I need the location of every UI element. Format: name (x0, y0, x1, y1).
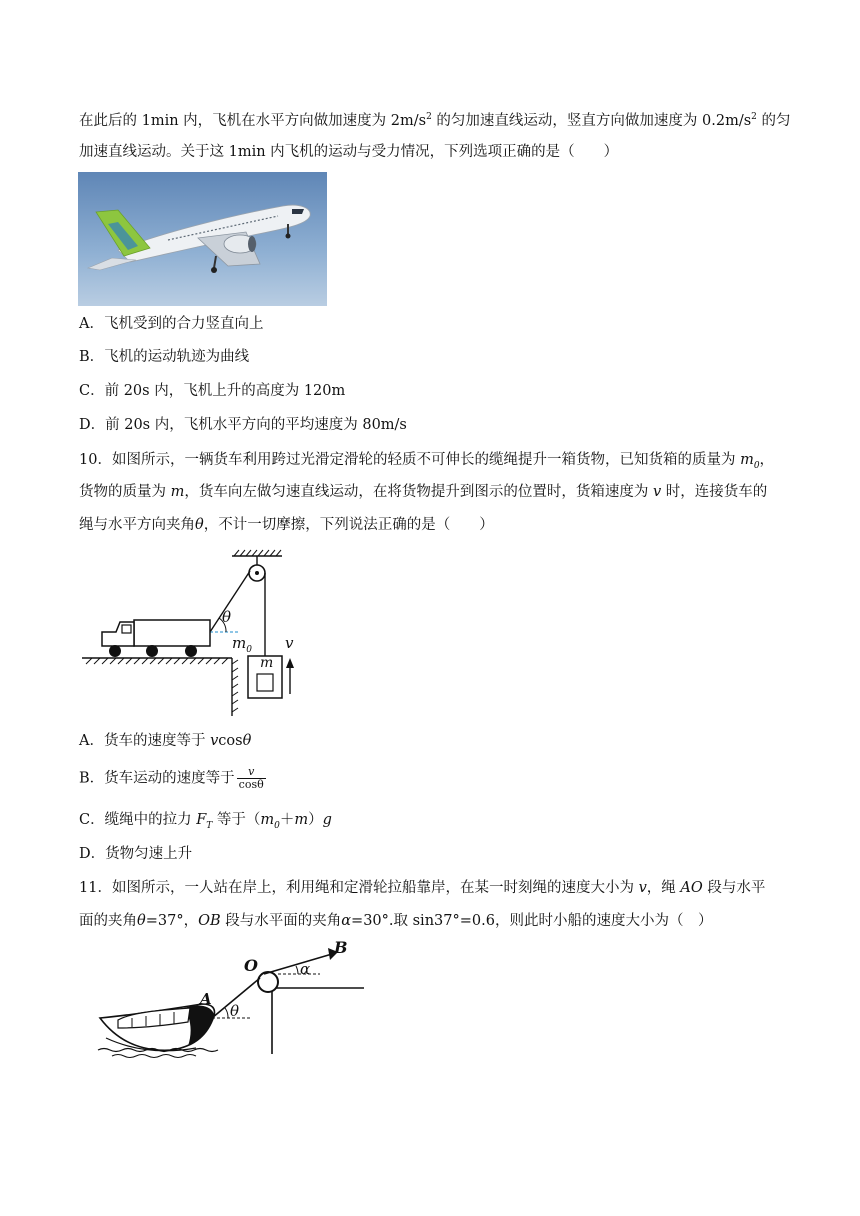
diagram-alpha-label: α (300, 960, 311, 978)
airplane-photo (78, 172, 327, 306)
q10-stem-line1: 10．如图所示，一辆货车利用跨过光滑定滑轮的轻质不可伸长的缆绳提升一箱货物，已知货箱的质量为 $m_0$， (79, 452, 775, 471)
q10-stem-line2: 货物的质量为 m，货车向左做匀速直线运动，在将货物提升到图示的位置时，货箱速度为 v 时，连接货车的 (79, 484, 768, 500)
q11-stem-line1: 11．如图所示，一人站在岸上，利用绳和定滑轮拉船靠岸，在某一时刻绳的速度大小为 v，绳 AO 段与水平 (79, 880, 766, 896)
diagram-point-b: B (334, 938, 348, 957)
q10-option-a: A．货车的速度等于 vcosθ (79, 733, 252, 749)
q9-option-d: D．前 20s 内，飞机水平方向的平均速度为 80m/s (79, 417, 407, 433)
q10-option-c: C．缆绳中的拉力 $F_T$ 等于$(m_0+m)g$ (79, 812, 332, 831)
diagram-theta-label-q11: θ (230, 1002, 240, 1020)
q9-option-c: C．前 20s 内，飞机上升的高度为 120m (79, 383, 346, 399)
diagram-point-o: O (244, 956, 258, 975)
boat-pulley-diagram (92, 938, 372, 1064)
q11-stem-line2: 面的夹角θ=37°，OB 段与水平面的夹角α=30°.取 sin37°=0.6，则此时小船的速度大小为（ ） (79, 913, 713, 929)
diagram-v-label: v (285, 634, 294, 652)
q10-option-b: B．货车运动的速度等于 $\frac{v}{\cos\theta}$ (79, 765, 264, 791)
q10-option-d: D．货物匀速上升 (79, 846, 193, 862)
q9-stem-line2: 加速直线运动。关于这 1min 内飞机的运动与受力情况，下列选项正确的是（ ） (79, 144, 619, 160)
q9-option-b: B．飞机的运动轨迹为曲线 (79, 349, 250, 365)
diagram-point-a: A (200, 990, 212, 1008)
truck-pulley-diagram (82, 548, 322, 718)
q9-option-a: A．飞机受到的合力竖直向上 (79, 316, 264, 332)
diagram-m-label: m (260, 655, 274, 671)
q10-stem-line3: 绳与水平方向夹角θ，不计一切摩擦，下列说法正确的是（ ） (79, 517, 494, 533)
diagram-m0-label: $m_0$ (232, 634, 252, 655)
fraction-v-over-cos-theta: $\frac{v}{\cos\theta}$ (238, 765, 264, 791)
diagram-theta-label: θ (222, 608, 232, 626)
q9-stem-line1: 在此后的 1min 内，飞机在水平方向做加速度为 $2m/s^2$ 的匀加速直线运动，竖直方向做加速度为 $0.2m/s^2$ 的匀 (79, 112, 791, 129)
